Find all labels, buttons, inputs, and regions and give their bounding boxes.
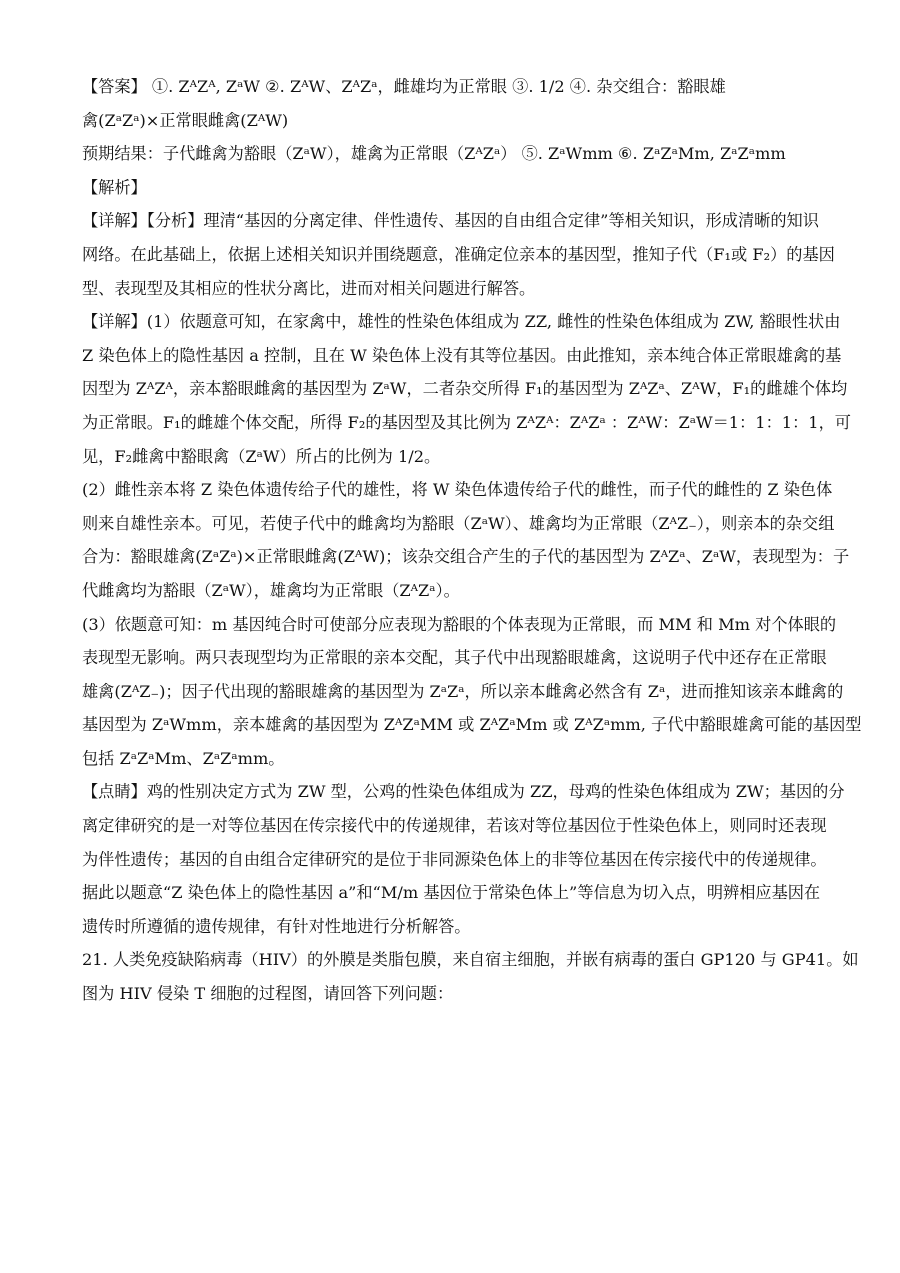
- detail-1-line-5: 见，F₂雌禽中豁眼禽（ZᵃW）所占的比例为 1/2。: [82, 446, 441, 466]
- detail-3-line-5: 包括 ZᵃZᵃMm、ZᵃZᵃmm。: [82, 748, 285, 768]
- answer-line-3: 预期结果：子代雌禽为豁眼（ZᵃW），雄禽为正常眼（ZᴬZᵃ） ⑤. ZᵃWmm ⑥. ZᵃZᵃMm, ZᵃZᵃmm: [82, 144, 786, 164]
- question-21-line-1: 21. 人类免疫缺陷病毒（HIV）的外膜是类脂包膜，来自宿主细胞，并嵌有病毒的蛋白 GP120 与 GP41。如: [82, 950, 859, 970]
- detail-1-line-1: 【详解】(1）依题意可知，在家禽中，雄性的性染色体组成为 ZZ, 雌性的性染色体组成为 ZW, 豁眼性状由: [82, 312, 841, 332]
- detail-3-line-3: 雄禽(ZᴬZ₋)；因子代出现的豁眼雄禽的基因型为 ZᵃZᵃ，所以亲本雌禽必然含有 Zᵃ，进而推知该亲本雌禽的: [82, 681, 844, 701]
- document-page: [82, 70, 862, 1011]
- answer-line-1: 【答案】 ①. ZᴬZᴬ, ZᵃW ②. ZᴬW、ZᴬZᵃ，雌雄均为正常眼 ③. 1/2 ④. 杂交组合：豁眼雄: [82, 77, 726, 96]
- detail-part-3: [82, 608, 862, 776]
- analysis-heading: 【解析】: [82, 177, 147, 197]
- detail-1-line-2: Z 染色体上的隐性基因 a 控制，且在 W 染色体上没有其等位基因。由此推知，亲本纯合体正常眼雄禽的基: [82, 345, 842, 365]
- detail-2-line-1: (2）雌性亲本将 Z 染色体遗传给子代的雄性，将 W 染色体遗传给子代的雌性，而子代的雌性的 Z 染色体: [82, 480, 833, 500]
- comment-line-2: 离定律研究的是一对等位基因在传宗接代中的传递规律，若该对等位基因位于性染色体上，则同时还表现: [82, 816, 827, 836]
- comment-line-4: 据此以题意“Z 染色体上的隐性基因 a”和“M/m 基因位于常染色体上”等信息为切入点，明辨相应基因在: [82, 883, 821, 903]
- analysis-line-2: 网络。在此基础上，依据上述相关知识并围绕题意，准确定位亲本的基因型，推知子代（F₁或 F₂）的基因: [82, 244, 835, 264]
- detail-3-line-2: 表现型无影响。两只表现型均为正常眼的亲本交配，其子代中出现豁眼雄禽，这说明子代中还存在正常眼: [82, 648, 827, 668]
- comment-section: [82, 775, 845, 943]
- detail-1-line-4: 为正常眼。F₁的雌雄个体交配，所得 F₂的基因型及其比例为 ZᴬZᴬ：ZᴬZᵃ ：ZᴬW：ZᵃW＝1：1：1：1，可: [82, 412, 851, 432]
- detail-2-line-4: 代雌禽均为豁眼（ZᵃW），雄禽均为正常眼（ZᴬZᵃ）。: [82, 580, 460, 600]
- analysis-line-1: 【详解】【分析】理清“基因的分离定律、伴性遗传、基因的自由组合定律”等相关知识，形成清晰的知识: [82, 211, 819, 231]
- analysis-section: [82, 204, 835, 305]
- detail-part-1: [82, 305, 851, 473]
- detail-3-line-1: (3）依题意可知：m 基因纯合时可使部分应表现为豁眼的个体表现为正常眼，而 MM 和 Mm 对个体眼的: [82, 614, 837, 634]
- comment-line-5: 遗传时所遵循的遗传规律，有针对性地进行分析解答。: [82, 916, 471, 936]
- analysis-line-3: 型、表现型及其相应的性状分离比，进而对相关问题进行解答。: [82, 278, 536, 298]
- answer-section: [82, 70, 822, 204]
- detail-part-2: [82, 473, 850, 607]
- question-21-line-2: 图为 HIV 侵染 T 细胞的过程图，请回答下列问题：: [82, 984, 454, 1004]
- comment-line-3: 为伴性遗传；基因的自由组合定律研究的是位于非同源染色体上的非等位基因在传宗接代中的传递规律。: [82, 849, 827, 869]
- detail-2-line-3: 合为：豁眼雄禽(ZᵃZᵃ)×正常眼雌禽(ZᴬW)；该杂交组合产生的子代的基因型为 ZᴬZᵃ、ZᵃW，表现型为：子: [82, 547, 850, 567]
- detail-3-line-4: 基因型为 ZᵃWmm，亲本雄禽的基因型为 ZᴬZᵃMM 或 ZᴬZᵃMm 或 ZᴬZᵃmm, 子代中豁眼雄禽可能的基因型: [82, 715, 862, 735]
- detail-1-line-3: 因型为 ZᴬZᴬ，亲本豁眼雌禽的基因型为 ZᵃW，二者杂交所得 F₁的基因型为 ZᴬZᵃ、ZᴬW，F₁的雌雄个体均: [82, 379, 848, 399]
- detail-2-line-2: 则来自雄性亲本。可见，若使子代中的雌禽均为豁眼（ZᵃW）、雄禽均为正常眼（ZᴬZ₋），则亲本的杂交组: [82, 513, 835, 533]
- question-21: [82, 943, 859, 1010]
- comment-line-1: 【点睛】鸡的性别决定方式为 ZW 型，公鸡的性染色体组成为 ZZ，母鸡的性染色体组成为 ZW；基因的分: [82, 782, 845, 802]
- answer-line-2: 禽(ZᵃZᵃ)×正常眼雌禽(ZᴬW): [82, 110, 289, 130]
